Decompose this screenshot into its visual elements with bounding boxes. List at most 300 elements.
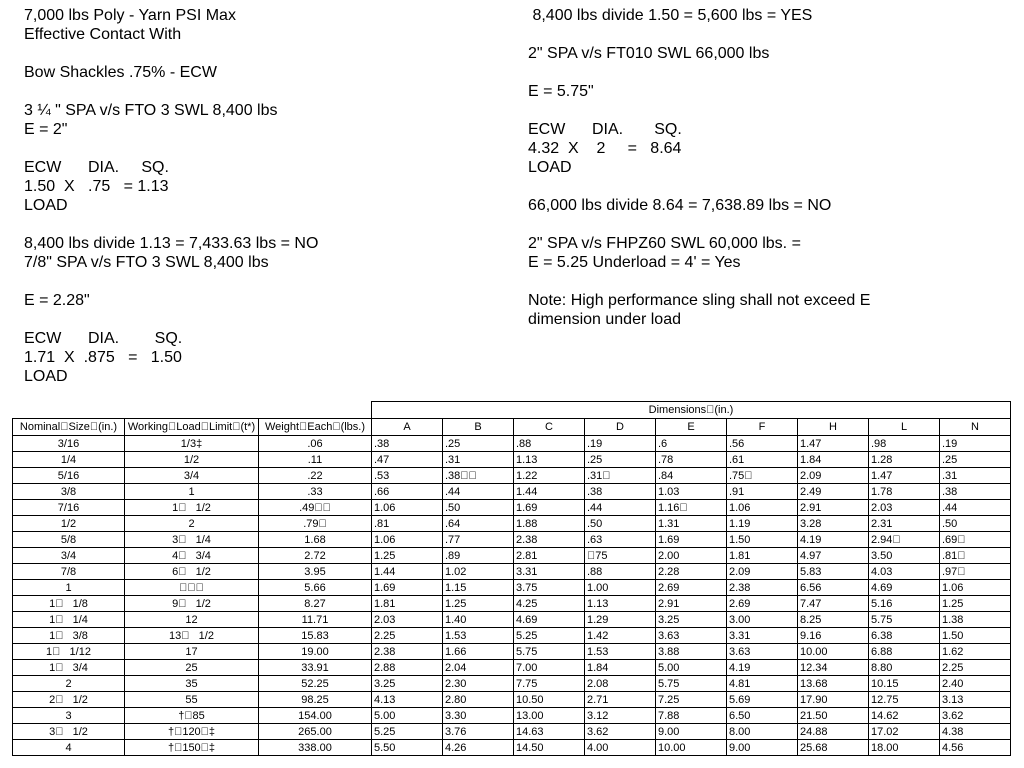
table-cell: 1.50 [940,628,1011,644]
table-cell: 7/8 [13,564,125,580]
table-cell: 3 [13,708,125,724]
table-cell: .88 [585,564,656,580]
text-line [24,215,318,234]
table-row [13,644,1011,660]
table-cell: 1.69 [372,580,443,596]
table-cell: 265.00 [259,724,372,740]
table-cell: 3/4 [13,548,125,564]
table-row [13,660,1011,676]
table-cell: 2.49 [798,484,869,500]
text-line: Effective Contact With [24,26,182,43]
table-cell: 1.62 [940,644,1011,660]
table-cell: 3  1/4 [125,532,259,548]
text-line [528,25,870,44]
table-cell: .88 [514,436,585,452]
table-cell: .47 [372,452,443,468]
text-line: 2" SPA v/s FT010 SWL 66,000 lbs [528,45,770,62]
table-cell: 1.84 [798,452,869,468]
table-cell: 2.28 [656,564,727,580]
table-cell: 1.02 [443,564,514,580]
table-cell: 7/16 [13,500,125,516]
text-line [24,44,318,63]
table-cell: 1.40 [443,612,514,628]
table-cell: 4.19 [798,532,869,548]
right-text-block [528,6,870,329]
table-cell: 3/16 [13,436,125,452]
table-cell: 35 [125,676,259,692]
table-cell: 3.76 [443,724,514,740]
table-cell: 8.80 [869,660,940,676]
table-cell: 10.50 [514,692,585,708]
table-cell: .44 [940,500,1011,516]
table-cell: .49   [259,500,372,516]
table-cell: 1.44 [372,564,443,580]
table-cell: 3.25 [656,612,727,628]
table-cell: 3.63 [656,628,727,644]
table-cell: 154.00 [259,708,372,724]
table-cell: 3/8 [13,484,125,500]
dimension-column-header: A [372,419,443,436]
table-cell: .50 [940,516,1011,532]
table-cell: 2.08 [585,676,656,692]
table-cell: 2.91 [798,500,869,516]
text-line [528,177,870,196]
table-cell: 2.81 [514,548,585,564]
table-cell: .19 [940,436,1011,452]
text-line: ECW DIA. SQ. [528,121,682,138]
table-cell: 1.47 [869,468,940,484]
table-cell: 10.00 [798,644,869,660]
table-cell: 2.25 [940,660,1011,676]
table-cell: 2  1/2 [13,692,125,708]
text-line: LOAD [528,159,572,176]
dimensions-header: Dimensions (in.) [372,402,1011,419]
table-cell: 5.25 [372,724,443,740]
table-cell: 2.09 [727,564,798,580]
table-cell: .63 [585,532,656,548]
table-cell: 5/16 [13,468,125,484]
table-cell: 1.66 [443,644,514,660]
table-row [13,724,1011,740]
table-cell: 2.69 [656,580,727,596]
table-cell: 4.56 [940,740,1011,756]
table-cell: 21.50 [798,708,869,724]
table-cell: 13  1/2 [125,628,259,644]
table-cell: 2.88 [372,660,443,676]
text-line: 7/8" SPA v/s FTO 3 SWL 8,400 lbs [24,254,269,271]
table-cell: 7.25 [656,692,727,708]
table-cell: .91 [727,484,798,500]
table-cell: 3.25 [372,676,443,692]
table-cell: 5.75 [869,612,940,628]
table-row [13,532,1011,548]
table-cell: 3.62 [940,708,1011,724]
table-cell: 10.00 [656,740,727,756]
table-cell: .38   [443,468,514,484]
table-cell: 3.88 [656,644,727,660]
table-cell: 17.90 [798,692,869,708]
text-line: Note: High performance sling shall not exceed E [528,292,871,309]
table-cell: 5.75 [656,676,727,692]
table-cell:  75 [585,548,656,564]
table-cell: 14.50 [514,740,585,756]
table-cell: 1.29 [585,612,656,628]
table-cell: .81 [372,516,443,532]
table-cell: 1.88 [514,516,585,532]
table-cell: .33 [259,484,372,500]
table-cell: 3.50 [869,548,940,564]
table-cell: 1.68 [259,532,372,548]
text-line: E = 5.75" [528,83,594,100]
table-cell: 4.38 [940,724,1011,740]
table-cell: 1.13 [585,596,656,612]
table-cell: 4.81 [727,676,798,692]
table-cell: 338.00 [259,740,372,756]
table-cell: 4.00 [585,740,656,756]
table-cell: 1.22 [514,468,585,484]
table-cell: 6.38 [869,628,940,644]
table-cell: .97  [940,564,1011,580]
table-cell: 2 [13,676,125,692]
table-cell: .6 [656,436,727,452]
table-cell: 2.69 [727,596,798,612]
table-cell: 14.63 [514,724,585,740]
table-cell: 1.53 [443,628,514,644]
table-cell: 1.38 [940,612,1011,628]
table-cell: 14.62 [869,708,940,724]
table-cell: 1.50 [727,532,798,548]
text-line [24,82,318,101]
table-cell: .25 [585,452,656,468]
table-cell: 25 [125,660,259,676]
table-cell: .31 [443,452,514,468]
table-cell: .69  [940,532,1011,548]
table-cell: 4.26 [443,740,514,756]
table-cell: 1.78 [869,484,940,500]
table-cell: 1/4 [13,452,125,468]
table-cell: .38 [372,436,443,452]
table-cell: 1.06 [372,532,443,548]
text-line: 1.50 X .75 = 1.13 [24,178,169,195]
table-cell: † 150 ‡ [125,740,259,756]
column-header: Weight Each (lbs.) [259,419,372,436]
table-cell: .25 [443,436,514,452]
table-cell: .78 [656,452,727,468]
table-cell: 18.00 [869,740,940,756]
table-cell: 9.00 [656,724,727,740]
table-cell: .44 [585,500,656,516]
table-cell: 1.03 [656,484,727,500]
table-cell: 6.50 [727,708,798,724]
header-row-dimensions [13,402,1011,419]
table-cell: 24.88 [798,724,869,740]
table-cell: 6.88 [869,644,940,660]
table-cell: 5.00 [372,708,443,724]
table-cell: 1  1/8 [13,596,125,612]
dimension-column-header: B [443,419,514,436]
table-cell: 7.00 [514,660,585,676]
table-cell: .11 [259,452,372,468]
table-cell: 1  1/12 [13,644,125,660]
table-cell: 13.00 [514,708,585,724]
table-cell: 2.38 [514,532,585,548]
table-cell: 1.31 [656,516,727,532]
dimension-column-header: C [514,419,585,436]
table-cell: 8.25 [798,612,869,628]
table-cell: 1.42 [585,628,656,644]
header-blank-cell [13,402,372,419]
shackle-specification-table [12,401,1011,756]
table-cell: 3.28 [798,516,869,532]
table-cell: 15.83 [259,628,372,644]
table-cell: 2.03 [372,612,443,628]
table-cell: 1.84 [585,660,656,676]
left-text-block [24,6,318,386]
table-cell: 4 [13,740,125,756]
table-cell: 5.25 [514,628,585,644]
table-cell: 1.16  [656,500,727,516]
table-cell: 2.03 [869,500,940,516]
text-line [528,101,870,120]
table-row [13,564,1011,580]
table-cell: .56 [727,436,798,452]
text-line: ECW DIA. SQ. [24,330,183,347]
table-cell: 1/3‡ [125,436,259,452]
table-cell: .75  [727,468,798,484]
table-cell: 2.71 [585,692,656,708]
table-cell: 3.31 [727,628,798,644]
table-cell: 3.63 [727,644,798,660]
column-header: Working Load Limit (t*) [125,419,259,436]
table-cell: 1.44 [514,484,585,500]
table-row [13,500,1011,516]
text-line: 66,000 lbs divide 8.64 = 7,638.89 lbs = NO [528,197,832,214]
table-cell: 2.25 [372,628,443,644]
table-cell: 1.25 [940,596,1011,612]
table-cell: 4.19 [727,660,798,676]
table-cell: 3  1/2 [13,724,125,740]
text-line [24,272,318,291]
table-cell: 2.40 [940,676,1011,692]
table-cell: 3.75 [514,580,585,596]
table-cell: 5.50 [372,740,443,756]
text-line [528,272,870,291]
table-cell: 13.68 [798,676,869,692]
text-line: E = 2" [24,121,68,138]
table-cell: 1.69 [514,500,585,516]
table-row [13,612,1011,628]
table-row [13,596,1011,612]
text-line [24,310,318,329]
table-row [13,676,1011,692]
table-cell: 4.13 [372,692,443,708]
table-cell: 3.30 [443,708,514,724]
text-line: Bow Shackles .75% - ECW [24,64,217,81]
table-cell: 1.47 [798,436,869,452]
table-cell: 7.47 [798,596,869,612]
table-cell: .81  [940,548,1011,564]
table-cell: .50 [585,516,656,532]
table-cell: 19.00 [259,644,372,660]
table-cell: .44 [443,484,514,500]
table-cell: 3.00 [727,612,798,628]
table-cell:     [125,580,259,596]
table-cell: 5.83 [798,564,869,580]
table-cell: 1.53 [585,644,656,660]
table-cell: 1  3/8 [13,628,125,644]
text-line: LOAD [24,368,68,385]
text-line: E = 5.25 Underload = 4' = Yes [528,254,741,271]
table-cell: 1.15 [443,580,514,596]
table-cell: † 120 ‡ [125,724,259,740]
table-cell: .98 [869,436,940,452]
table-cell: 5.66 [259,580,372,596]
text-line: 8,400 lbs divide 1.50 = 5,600 lbs = YES [528,7,813,24]
table-cell: 1.06 [372,500,443,516]
table-cell: 3/4 [125,468,259,484]
table-cell: 11.71 [259,612,372,628]
table-cell: 2.91 [656,596,727,612]
table-row [13,548,1011,564]
table-cell: 52.25 [259,676,372,692]
table-row [13,628,1011,644]
table-cell: 55 [125,692,259,708]
text-line: 3 ¼ " SPA v/s FTO 3 SWL 8,400 lbs [24,102,278,119]
text-line [528,63,870,82]
table-cell: 9.16 [798,628,869,644]
table-cell: .66 [372,484,443,500]
table-row [13,484,1011,500]
table-cell: 7.75 [514,676,585,692]
table-row [13,468,1011,484]
table-cell: 4  3/4 [125,548,259,564]
table-cell: 8.00 [727,724,798,740]
text-line: 8,400 lbs divide 1.13 = 7,433.63 lbs = NO [24,235,319,252]
table-cell: † 85 [125,708,259,724]
table-cell: 4.69 [514,612,585,628]
table-cell: 3.13 [940,692,1011,708]
table-cell: .89 [443,548,514,564]
table-cell: 1.69 [656,532,727,548]
table-row [13,580,1011,596]
table-cell: 25.68 [798,740,869,756]
table-cell: 5.75 [514,644,585,660]
table-cell: 2.38 [727,580,798,596]
dimension-column-header: E [656,419,727,436]
table-cell: 4.03 [869,564,940,580]
table-cell: 2 [125,516,259,532]
table-cell: .19 [585,436,656,452]
table-cell: 1/2 [13,516,125,532]
table-cell: .22 [259,468,372,484]
table-cell: .64 [443,516,514,532]
column-header: Nominal Size (in.) [13,419,125,436]
table-cell: 1.19 [727,516,798,532]
text-line: 4.32 X 2 = 8.64 [528,140,682,157]
table-cell: 1.25 [443,596,514,612]
text-line: 7,000 lbs Poly - Yarn PSI Max [24,7,236,24]
table-cell: .53 [372,468,443,484]
table-cell: 3.31 [514,564,585,580]
dimension-column-header: F [727,419,798,436]
text-line: 2" SPA v/s FHPZ60 SWL 60,000 lbs. = [528,235,801,252]
table-cell: 12.34 [798,660,869,676]
text-line: 1.71 X .875 = 1.50 [24,349,182,366]
table-cell: .79  [259,516,372,532]
dimension-column-header: N [940,419,1011,436]
table-cell: .38 [940,484,1011,500]
table-cell: .77 [443,532,514,548]
table-cell: 1.81 [372,596,443,612]
text-line: dimension under load [528,311,681,328]
table-cell: 5.00 [656,660,727,676]
table-cell: .31 [940,468,1011,484]
table-cell: 8.27 [259,596,372,612]
table-cell: 2.04 [443,660,514,676]
text-line: LOAD [24,197,68,214]
table-cell: .38 [585,484,656,500]
table-cell: 98.25 [259,692,372,708]
dimension-column-header: H [798,419,869,436]
text-line: E = 2.28" [24,292,90,309]
table-cell: .25 [940,452,1011,468]
table-cell: 5/8 [13,532,125,548]
table-cell: 33.91 [259,660,372,676]
table-cell: 2.94  [869,532,940,548]
table-cell: .61 [727,452,798,468]
header-row-columns [13,419,1011,436]
table-row [13,740,1011,756]
table-cell: 9.00 [727,740,798,756]
table-cell: 1.28 [869,452,940,468]
table-row [13,708,1011,724]
table-cell: 5.16 [869,596,940,612]
table-cell: .06 [259,436,372,452]
table-cell: 2.09 [798,468,869,484]
table-cell: .50 [443,500,514,516]
text-line: ECW DIA. SQ. [24,159,169,176]
table-cell: 6.56 [798,580,869,596]
table-cell: 17 [125,644,259,660]
table-cell: 9  1/2 [125,596,259,612]
table-row [13,516,1011,532]
table-cell: 3.12 [585,708,656,724]
table-cell: 1  3/4 [13,660,125,676]
table-cell: 1 [13,580,125,596]
table-row [13,692,1011,708]
table-cell: 2.30 [443,676,514,692]
table-cell: .31  [585,468,656,484]
table-row [13,436,1011,452]
table-cell: 1/2 [125,452,259,468]
table-cell: 1 [125,484,259,500]
table-cell: 1.25 [372,548,443,564]
table-cell: 12 [125,612,259,628]
table-cell: 4.69 [869,580,940,596]
table-cell: 10.15 [869,676,940,692]
table-cell: 5.69 [727,692,798,708]
table-cell: 3.62 [585,724,656,740]
table-cell: 2.00 [656,548,727,564]
table-cell: 17.02 [869,724,940,740]
table-cell: 2.31 [869,516,940,532]
table-cell: 1  1/4 [13,612,125,628]
text-line [528,215,870,234]
dimension-column-header: D [585,419,656,436]
table-cell: 1  1/2 [125,500,259,516]
table-row [13,452,1011,468]
table-cell: .84 [656,468,727,484]
